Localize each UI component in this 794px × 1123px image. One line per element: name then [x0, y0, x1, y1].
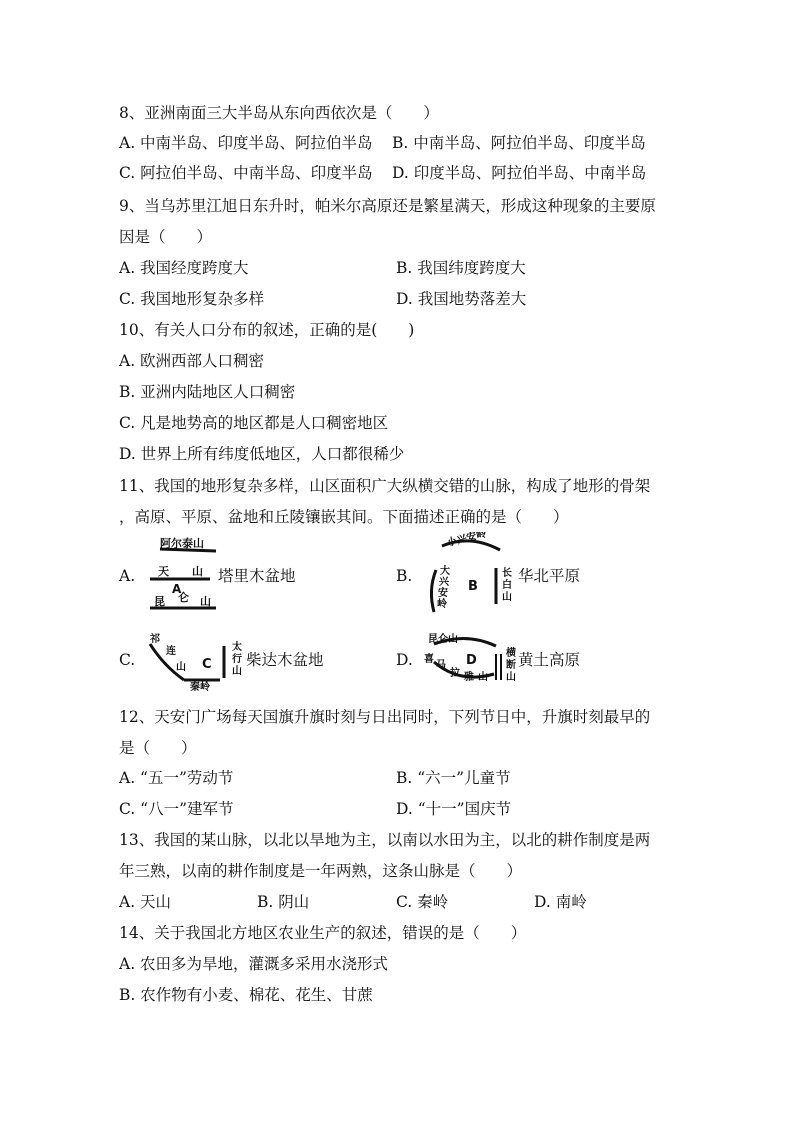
- q11-stem-line1: 11、我国的地形复杂多样，山区面积广大纵横交错的山脉，构成了地形的骨架: [119, 477, 651, 495]
- q14-option-a: A. 农田多为旱地，灌溉多采用水浇形式: [119, 955, 389, 973]
- map-a-tianshan-2: 山: [192, 565, 203, 578]
- q8-option-b: B. 中南半岛、阿拉伯半岛、印度半岛: [392, 134, 646, 152]
- map-a-kunlun-1: 昆: [154, 595, 165, 608]
- map-c-qinling-label: 秦岭: [190, 682, 210, 692]
- q11-option-c-text: 柴达木盆地: [246, 651, 324, 669]
- map-d-himalaya-5: 山: [478, 672, 488, 683]
- map-c-taihangshan-3: 山: [232, 666, 242, 677]
- q9-option-c: C. 我国地形复杂多样: [119, 290, 265, 308]
- q11-option-d-text: 黄土高原: [518, 651, 581, 669]
- q11-map-c: [144, 630, 248, 692]
- map-b-daxinganling-2: 兴: [439, 577, 449, 588]
- q8-option-d: D. 印度半岛、阿拉伯半岛、中南半岛: [392, 164, 647, 182]
- q9-stem-line1: 9、当乌苏里江旭日东升时，帕米尔高原还是繁星满天，形成这种现象的主要原: [119, 197, 656, 215]
- q11-map-b: [420, 532, 520, 616]
- map-b-changbaishan-3: 山: [502, 592, 512, 603]
- q12-option-c: C. “八一”建军节: [119, 800, 234, 818]
- q9-option-b: B. 我国纬度跨度大: [396, 259, 526, 277]
- q12-stem-line2: 是（ ）: [119, 739, 197, 757]
- map-d-hengduanshan-3: 山: [506, 672, 516, 683]
- q8-option-a: A. 中南半岛、印度半岛、阿拉伯半岛: [119, 134, 373, 152]
- map-c-taihangshan-1: 太: [232, 642, 242, 653]
- map-d-kunlunshan-label: 昆仑山: [428, 634, 458, 645]
- map-d-himalaya-3: 拉: [450, 668, 460, 679]
- map-d-center-label: D: [466, 653, 477, 668]
- q10-stem: 10、有关人口分布的叙述，正确的是( ): [119, 321, 415, 339]
- map-b-center-label: B: [468, 579, 478, 594]
- q8-option-c: C. 阿拉伯半岛、中南半岛、印度半岛: [119, 164, 373, 182]
- q12-option-a: A. “五一”劳动节: [119, 769, 234, 787]
- q11-map-d: [420, 626, 522, 690]
- q9-option-d: D. 我国地势落差大: [396, 290, 527, 308]
- map-c-taihangshan-2: 行: [232, 654, 242, 665]
- q13-option-b: B. 阴山: [257, 893, 310, 911]
- map-b-daxinganling-3: 安: [438, 588, 448, 599]
- q11-option-c-letter: C.: [119, 651, 136, 669]
- q14-stem: 14、关于我国北方地区农业生产的叙述，错误的是（ ）: [119, 924, 527, 942]
- q13-option-d: D. 南岭: [534, 893, 587, 911]
- q9-option-a: A. 我国经度跨度大: [119, 259, 249, 277]
- map-d-hengduanshan-2: 断: [506, 660, 516, 671]
- map-a-kunlun-2: 仑: [178, 591, 189, 604]
- map-d-himalaya-2: 马: [436, 660, 446, 671]
- q11-option-b-text: 华北平原: [518, 567, 581, 585]
- map-b-daxinganling-4: 岭: [437, 599, 447, 610]
- map-b-changbaishan-1: 长: [502, 568, 512, 579]
- map-a-tianshan-1: 天: [158, 565, 169, 578]
- map-d-hengduanshan-1: 横: [506, 648, 516, 659]
- q13-option-c: C. 秦岭: [396, 893, 449, 911]
- q13-stem-line1: 13、我国的某山脉，以北以旱地为主，以南以水田为主，以北的耕作制度是两: [119, 831, 651, 849]
- map-c-qilianshan-1: 祁: [150, 634, 160, 645]
- q11-option-a-letter: A.: [119, 567, 136, 585]
- q14-option-b: B. 农作物有小麦、棉花、花生、甘蔗: [119, 986, 373, 1004]
- q10-option-c: C. 凡是地势高的地区都是人口稠密地区: [119, 414, 389, 432]
- q13-option-a: A. 天山: [119, 893, 172, 911]
- q11-option-d-letter: D.: [396, 651, 413, 669]
- map-b-daxinganling-1: 大: [440, 566, 450, 577]
- map-d-himalaya-4: 雅: [464, 672, 474, 683]
- map-a-kunlun-3: 山: [200, 595, 211, 608]
- map-c-center-label: C: [202, 657, 212, 672]
- map-a-altai-label: 阿尔泰山: [160, 537, 204, 550]
- map-c-qilianshan-3: 山: [176, 662, 186, 673]
- q11-option-a-text: 塔里木盆地: [218, 567, 296, 585]
- map-c-qilianshan-2: 连: [166, 646, 176, 657]
- map-b-xiaoxinganling-label: 小兴安岭: [446, 532, 488, 549]
- q11-map-a: [140, 535, 222, 615]
- map-a-center-label: A: [172, 582, 182, 596]
- q10-option-a: A. 欧洲西部人口稠密: [119, 352, 265, 370]
- map-d-himalaya-1: 喜: [424, 654, 434, 665]
- q11-option-b-letter: B.: [396, 567, 413, 585]
- q10-option-b: B. 亚洲内陆地区人口稠密: [119, 383, 296, 401]
- q9-stem-line2: 因是（ ）: [119, 228, 213, 246]
- q13-stem-line2: 年三熟，以南的耕作制度是一年两熟，这条山脉是（ ）: [119, 862, 523, 880]
- map-b-changbaishan-2: 白: [502, 580, 512, 591]
- q10-option-d: D. 世界上所有纬度低地区，人口都很稀少: [119, 445, 405, 463]
- q11-stem-line2: ，高原、平原、盆地和丘陵镶嵌其间。下面描述正确的是（ ）: [119, 508, 569, 526]
- q12-option-d: D. “十一”国庆节: [396, 800, 512, 818]
- q12-option-b: B. “六一”儿童节: [396, 769, 511, 787]
- q12-stem-line1: 12、天安门广场每天国旗升旗时刻与日出同时，下列节日中，升旗时刻最早的: [119, 708, 651, 726]
- q8-stem: 8、亚洲南面三大半岛从东向西依次是（ ）: [119, 104, 439, 122]
